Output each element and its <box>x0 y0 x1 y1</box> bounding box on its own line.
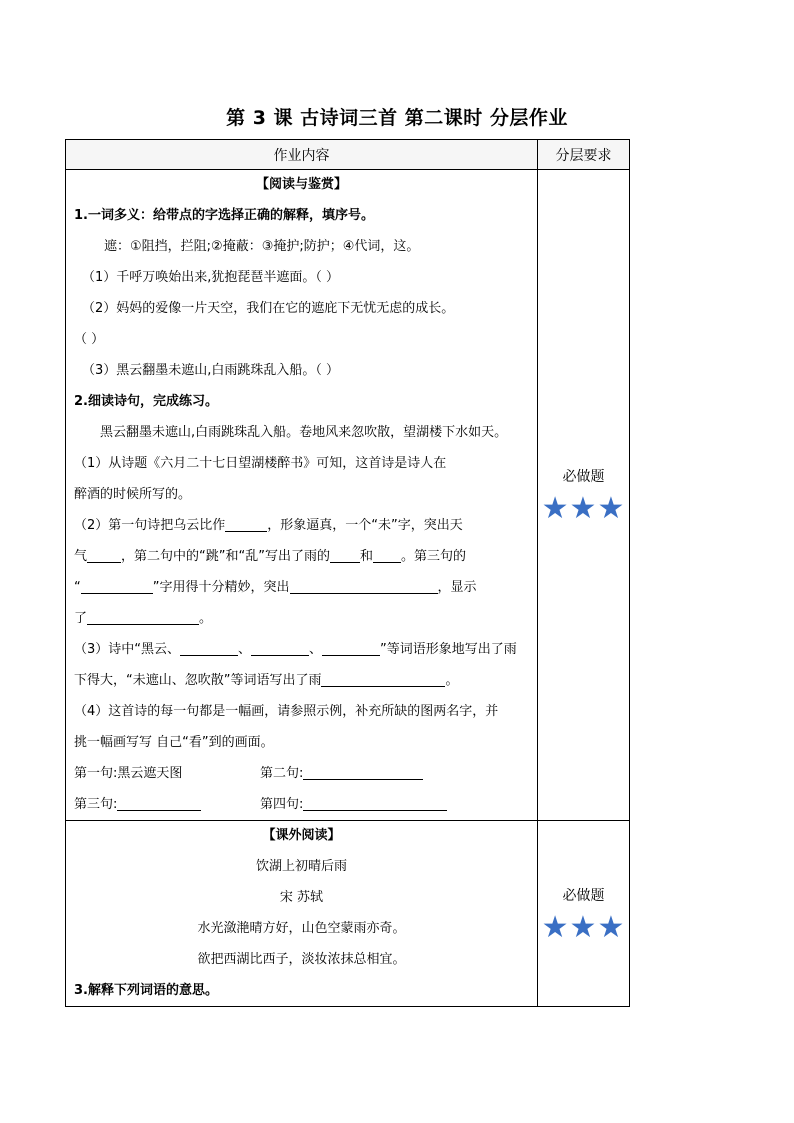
answer-blank <box>373 547 401 563</box>
text: ”字用得十分精妙，突出 <box>152 580 290 595</box>
text: ，形象逼真，一个“未”字，突出天 <box>267 518 463 533</box>
answer-blank <box>87 609 199 625</box>
answer-blank <box>81 578 153 594</box>
q2-part-2-line-1 <box>74 510 529 541</box>
q2-part-1: （1）从诗题《六月二十七日望湖楼醉书》可知，这首诗是诗人在 <box>74 456 447 471</box>
answer-blank <box>330 547 360 563</box>
table-header-row <box>66 140 630 170</box>
answer-blank <box>321 671 445 687</box>
table-row <box>66 821 630 1007</box>
q1-item-2: （2）妈妈的爱像一片天空，我们在它的遮庇下无忧无虑的成长。 <box>82 301 455 316</box>
q1-item-3: （3）黑云翻墨未遮山,白雨跳珠乱入船。（ ） <box>82 363 340 378</box>
answer-blank <box>322 640 380 656</box>
text: ，显示 <box>437 580 477 595</box>
answer-blank <box>87 547 121 563</box>
poem-line-2: 欲把西湖比西子，淡妆浓抹总相宜。 <box>197 952 406 967</box>
text: （3）诗中“黑云、 <box>74 642 181 657</box>
content-column-header: 作业内容 <box>66 140 538 170</box>
section1-content <box>66 170 538 821</box>
q2-part-2-line-4 <box>74 603 529 634</box>
homework-table <box>65 139 630 1007</box>
sentence-4-label: 第四句: <box>260 797 304 812</box>
difficulty-stars-icon: ★★★ <box>541 909 626 945</box>
table-row <box>66 170 630 821</box>
sentence-1: 第一句:黑云遮天图 <box>74 766 183 781</box>
text: 、 <box>309 642 323 657</box>
answer-blank <box>180 640 238 656</box>
sentence-row-2 <box>74 789 529 820</box>
text: （2）第一句诗把乌云比作 <box>74 518 226 533</box>
q1-definitions: 遮：①阻挡，拦阻;②掩蔽：③掩护;防护；④代词，这。 <box>104 239 420 254</box>
section2-content <box>66 821 538 1007</box>
poem-text: 黑云翻墨未遮山,白雨跳珠乱入船。卷地风来忽吹散，望湖楼下水如天。 <box>100 425 508 440</box>
text: 。第三句的 <box>400 549 466 564</box>
difficulty-stars-icon: ★★★ <box>541 491 626 526</box>
q3-title: 3.解释下列词语的意思。 <box>74 983 218 998</box>
page-title: 第 3 课 古诗词三首 第二课时 分层作业 <box>226 107 568 129</box>
text: 气 <box>74 549 88 564</box>
text: 。 <box>199 611 213 626</box>
section2-requirement <box>538 821 630 1007</box>
text: 、 <box>238 642 252 657</box>
sentence-2-label: 第二句: <box>260 766 304 781</box>
answer-blank <box>303 764 423 780</box>
text: 。 <box>445 673 459 688</box>
requirement-column-header: 分层要求 <box>538 140 630 170</box>
answer-blank <box>225 516 267 532</box>
q2-part-4-line-1: （4）这首诗的每一句都是一幅画，请参照示例，补充所缺的图两名字，并 <box>74 704 499 719</box>
requirement-label: 必做题 <box>562 469 605 485</box>
sentence-3-label: 第三句: <box>74 797 118 812</box>
q2-part-2-line-2 <box>74 541 529 572</box>
q2-part-2-line-3 <box>74 572 529 603</box>
text: 和 <box>359 549 373 564</box>
poem-line-1: 水光潋滟晴方好，山色空蒙雨亦奇。 <box>197 921 406 936</box>
section2-heading: 【课外阅读】 <box>262 828 341 843</box>
requirement-label: 必做题 <box>562 887 605 904</box>
text: 了 <box>74 611 88 626</box>
q1-title: 1.一词多义：给带点的字选择正确的解释，填序号。 <box>74 208 374 223</box>
answer-blank <box>303 795 447 811</box>
answer-blank <box>290 578 438 594</box>
poem-author: 宋 苏轼 <box>279 890 324 905</box>
q2-title: 2.细读诗句，完成练习。 <box>74 394 218 409</box>
answer-blank <box>251 640 309 656</box>
section1-heading: 【阅读与鉴赏】 <box>255 177 347 192</box>
text: 下得大，“未遮山、忽吹散”等词语写出了雨 <box>74 673 322 688</box>
q1-item-2-answer: （ ） <box>74 332 105 347</box>
q1-item-1: （1）千呼万唤始出来,犹抱琵琶半遮面。（ ） <box>82 270 340 285</box>
answer-blank <box>117 795 201 811</box>
sentence-row-1 <box>74 758 529 789</box>
text: ”等词语形象地写出了雨 <box>380 642 517 657</box>
q2-part-1-cont: 醉酒的时候所写的。 <box>74 487 192 502</box>
text: “ <box>74 580 81 595</box>
q2-part-3-line-2 <box>74 665 529 696</box>
q2-part-4-line-2: 挑一幅画写写 自己“看”到的画面。 <box>74 735 274 750</box>
text: ，第二句中的“跳”和“乱”写出了雨的 <box>121 549 330 564</box>
section1-requirement <box>538 170 630 821</box>
q2-part-3-line-1 <box>74 634 529 665</box>
sentence-3 <box>74 789 260 820</box>
poem-title: 饮湖上初晴后雨 <box>255 859 347 874</box>
